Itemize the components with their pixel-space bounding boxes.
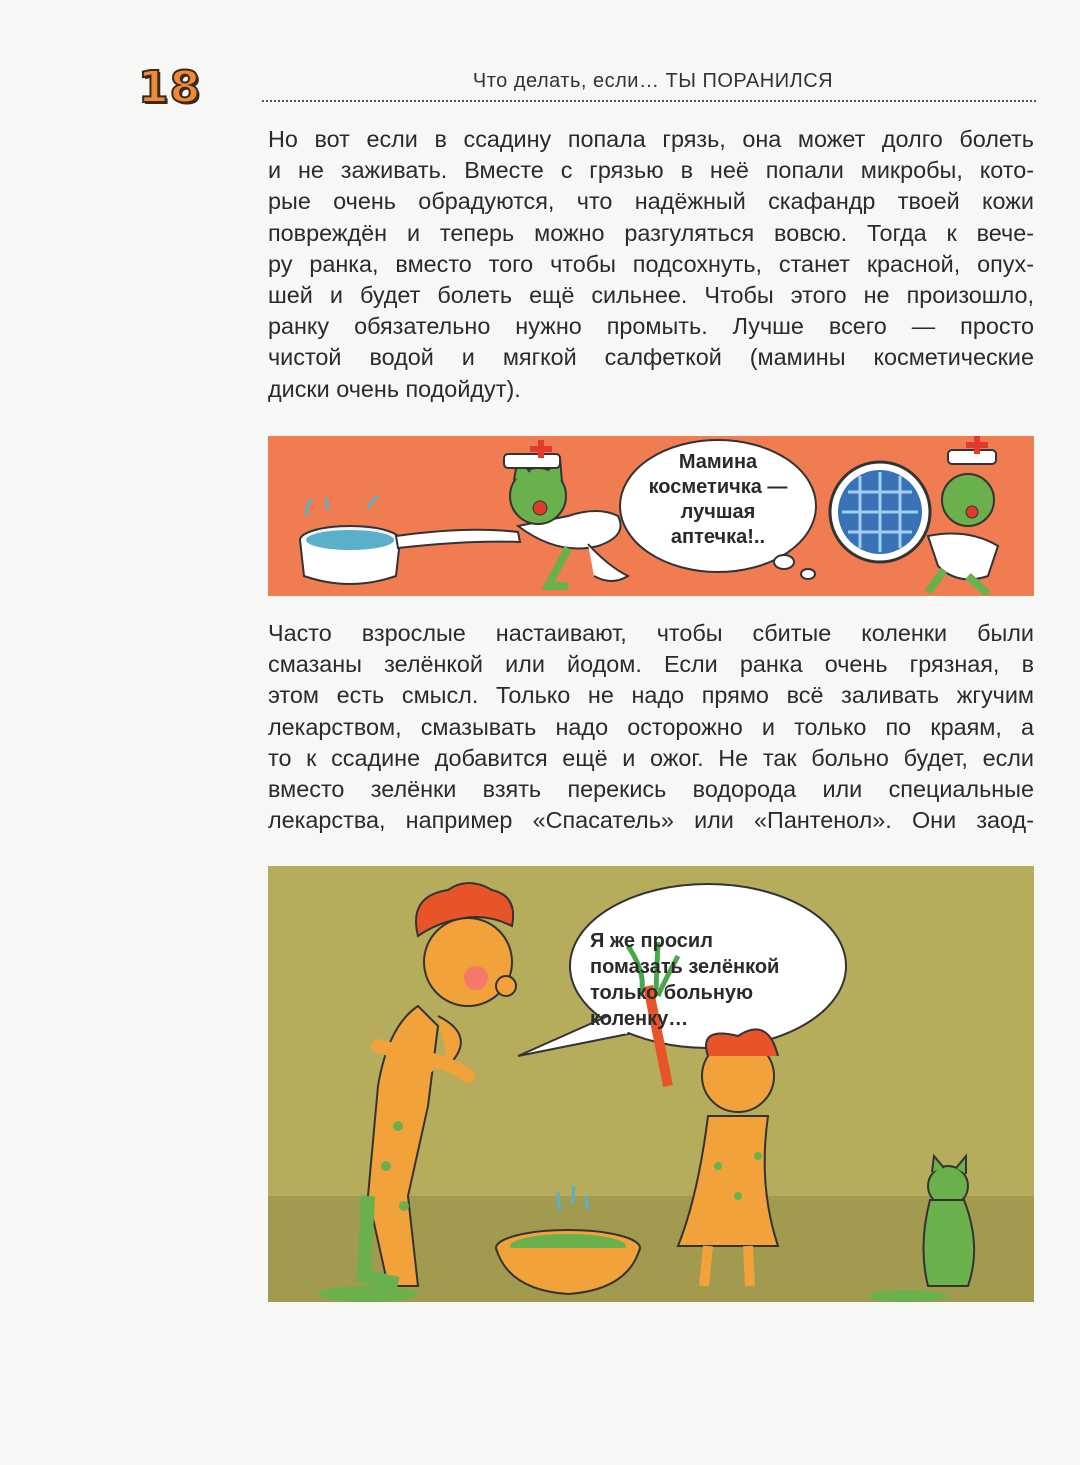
cat-nurse-icon xyxy=(504,440,628,586)
text-line: смазаны зелёнкой или йодом. Если ранка очень грязная, в xyxy=(268,651,1034,678)
text-line: повреждён и теперь можно разгуляться вовсю. Тогда к вече- xyxy=(268,219,1034,246)
paragraph-2 xyxy=(268,618,1034,836)
bubble-line: Мамина xyxy=(678,451,758,473)
paragraph-1 xyxy=(268,124,1034,405)
speech-bubble-text-2 xyxy=(590,928,830,1032)
bubble-line: лучшая xyxy=(680,501,756,523)
text-line: вместо зелёнки взять перекись водорода или специальные xyxy=(268,776,1034,803)
text-line: и не заживать. Вместе с грязью в неё попали микробы, кото- xyxy=(268,157,1034,184)
cat-nurse-2-icon xyxy=(928,436,998,594)
text-line: то к ссадине добавится ещё и ожог. Не так больно будет, если xyxy=(268,744,1034,771)
text-line: ранку обязательно нужно промыть. Лучше всего — просто xyxy=(268,313,1034,340)
text-line: чистой водой и мягкой салфеткой (мамины косметические xyxy=(268,344,1034,371)
text-line: Часто взрослые настаивают, чтобы сбитые коленки были xyxy=(268,620,1034,646)
bubble-line: помазать зелёнкой xyxy=(590,956,780,978)
header-rule xyxy=(262,100,1036,102)
text-line: лекарством, смазывать надо осторожно и только по краям, а xyxy=(268,713,1034,740)
speech-bubble-text-1 xyxy=(638,450,798,550)
illustration-cat-nurse xyxy=(268,436,1034,596)
bubble-line: Я же просил xyxy=(590,930,713,952)
bubble-line: коленку… xyxy=(590,1008,689,1030)
page-number: 18 xyxy=(138,62,202,113)
text-line: лекарства, например «Спасатель» или «Пантенол». Они заод- xyxy=(268,807,1034,834)
running-title: Что делать, если… ТЫ ПОРАНИЛСЯ xyxy=(472,70,834,92)
text-line: рые очень обрадуются, что надёжный скафандр твоей кожи xyxy=(268,188,1034,215)
bubble-line: только больную xyxy=(590,982,754,1004)
bubble-line: косметичка — xyxy=(648,476,788,498)
saucepan-icon xyxy=(300,496,520,584)
text-line: шей и будет болеть ещё сильнее. Чтобы этого не произошло, xyxy=(268,282,1034,309)
bubble-line: аптечка!.. xyxy=(670,526,766,548)
cosmetic-bag-icon xyxy=(830,462,930,562)
text-line: ру ранка, вместо того чтобы подсохнуть, станет красной, опух- xyxy=(268,250,1034,277)
text-line: диски очень подойдут). xyxy=(268,375,521,402)
text-line: этом есть смысл. Только не надо прямо всё заливать жгучим xyxy=(268,682,1034,709)
text-line: Но вот если в ссадину попала грязь, она может долго болеть xyxy=(268,126,1034,152)
illustration-green-paint xyxy=(268,866,1034,1302)
